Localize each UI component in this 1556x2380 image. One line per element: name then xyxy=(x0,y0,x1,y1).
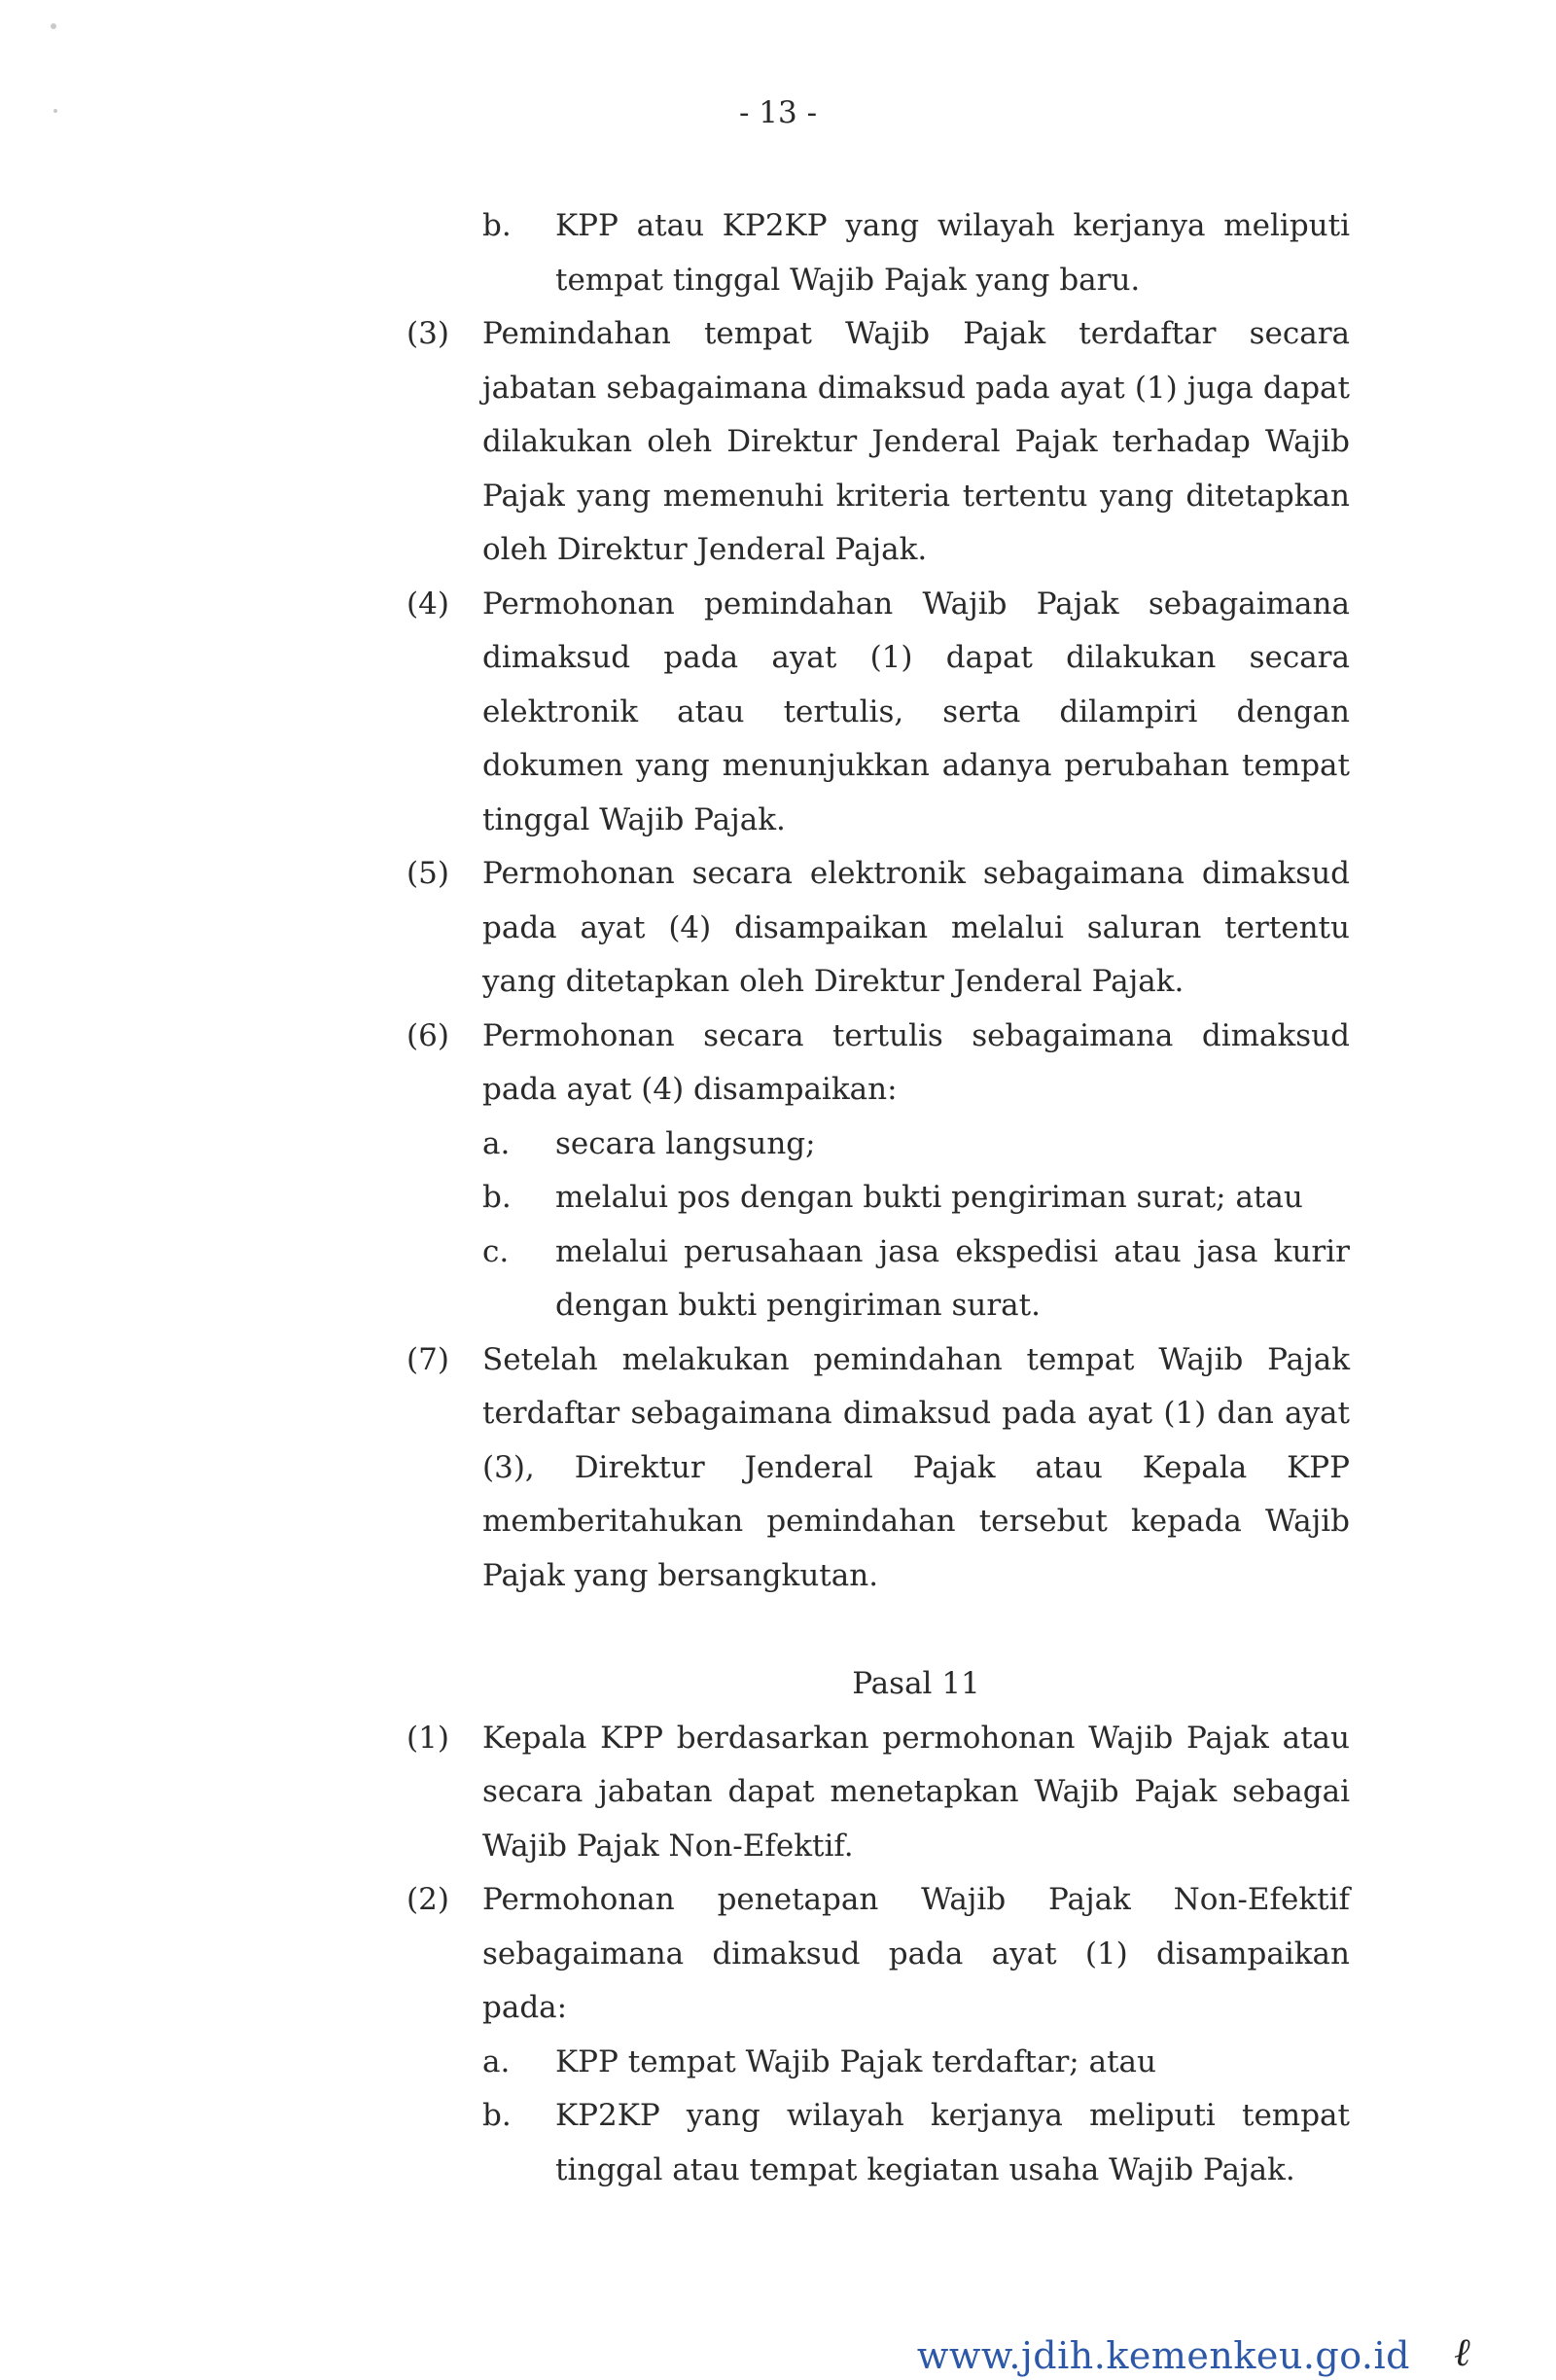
paragraph-text: Setelah melakukan pemindahan tempat Wajib Pajak terdaftar sebagaimana dimaksud pada ayat (1) dan ayat (3), Direktur Jenderal Pajak atau Kepala KPP memberitahukan pemindahan tersebut kepada Wajib Pajak yang bersangkutan. xyxy=(482,1341,1350,1593)
list-item-label: b. xyxy=(482,1180,512,1215)
paragraph-ayat-2 xyxy=(407,1873,1350,2036)
list-item-text: KPP atau KP2KP yang wilayah kerjanya meliputi tempat tinggal Wajib Pajak yang baru. xyxy=(555,208,1350,298)
paragraph-number: (7) xyxy=(407,1341,449,1377)
list-item xyxy=(407,2089,1350,2197)
document-body xyxy=(407,199,1350,2197)
paragraph-text: Kepala KPP berdasarkan permohonan Wajib Pajak atau secara jabatan dapat menetapkan Wajib Pajak sebagai Wajib Pajak Non-Efektif. xyxy=(482,1720,1350,1864)
list-item-label: b. xyxy=(482,2098,512,2133)
paragraph-number: (4) xyxy=(407,586,449,622)
scan-speck xyxy=(51,23,56,29)
footer-website-link[interactable]: www.jdih.kemenkeu.go.id xyxy=(916,2334,1410,2377)
paragraph-number: (5) xyxy=(407,856,449,891)
paragraph-ayat-3 xyxy=(407,307,1350,578)
paragraph-number: (6) xyxy=(407,1017,449,1053)
list-item-label: a. xyxy=(482,1125,511,1161)
paragraph-ayat-6 xyxy=(407,1010,1350,1118)
paragraph-ayat-7 xyxy=(407,1333,1350,1604)
paragraph-number: (2) xyxy=(407,1882,449,1917)
list-item-text: melalui perusahaan jasa ekspedisi atau jasa kurir dengan bukti pengiriman surat. xyxy=(555,1233,1350,1323)
paragraph-text: Permohonan pemindahan Wajib Pajak sebagaimana dimaksud pada ayat (1) dapat dilakukan secara elektronik atau tertulis, serta dilampiri dengan dokumen yang menunjukkan adanya perubahan tempat tinggal Wajib Pajak. xyxy=(482,586,1350,837)
paragraph-text: Pemindahan tempat Wajib Pajak terdaftar secara jabatan sebagaimana dimaksud pada ayat (1) juga dapat dilakukan oleh Direktur Jenderal Pajak terhadap Wajib Pajak yang memenuhi kriteria tertentu yang ditetapkan oleh Direktur Jenderal Pajak. xyxy=(482,316,1350,567)
paragraph-text: Permohonan secara elektronik sebagaimana dimaksud pada ayat (4) disampaikan melalui saluran tertentu yang ditetapkan oleh Direktur Jenderal Pajak. xyxy=(482,856,1350,999)
page-number: - 13 - xyxy=(738,95,818,130)
list-item-text: KP2KP yang wilayah kerjanya meliputi tempat tinggal atau tempat kegiatan usaha Wajib Pajak. xyxy=(555,2098,1350,2187)
paragraph-number: (3) xyxy=(407,316,449,351)
paragraph-ayat-4 xyxy=(407,578,1350,848)
list-item xyxy=(407,1226,1350,1333)
list-item xyxy=(407,1118,1350,1172)
list-item xyxy=(407,2036,1350,2090)
list-item xyxy=(407,1171,1350,1226)
list-item-text: melalui pos dengan bukti pengiriman surat; atau xyxy=(555,1180,1303,1215)
section-heading: Pasal 11 xyxy=(852,1666,980,1701)
paragraph-text: Permohonan penetapan Wajib Pajak Non-Efektif sebagaimana dimaksud pada ayat (1) disampaikan pada: xyxy=(482,1882,1350,2025)
list-item-text: KPP tempat Wajib Pajak terdaftar; atau xyxy=(555,2043,1156,2079)
list-item-label: c. xyxy=(482,1233,510,1269)
paragraph-ayat-1 xyxy=(407,1712,1350,1874)
list-item-text: secara langsung; xyxy=(555,1125,816,1161)
list-item xyxy=(407,199,1350,307)
paragraph-text: Permohonan secara tertulis sebagaimana dimaksud pada ayat (4) disampaikan: xyxy=(482,1017,1350,1107)
handwritten-initial: ℓ xyxy=(1454,2330,1470,2375)
paragraph-ayat-5 xyxy=(407,847,1350,1010)
list-item-label: b. xyxy=(482,208,512,243)
paragraph-number: (1) xyxy=(407,1720,449,1756)
list-item-label: a. xyxy=(482,2043,511,2079)
